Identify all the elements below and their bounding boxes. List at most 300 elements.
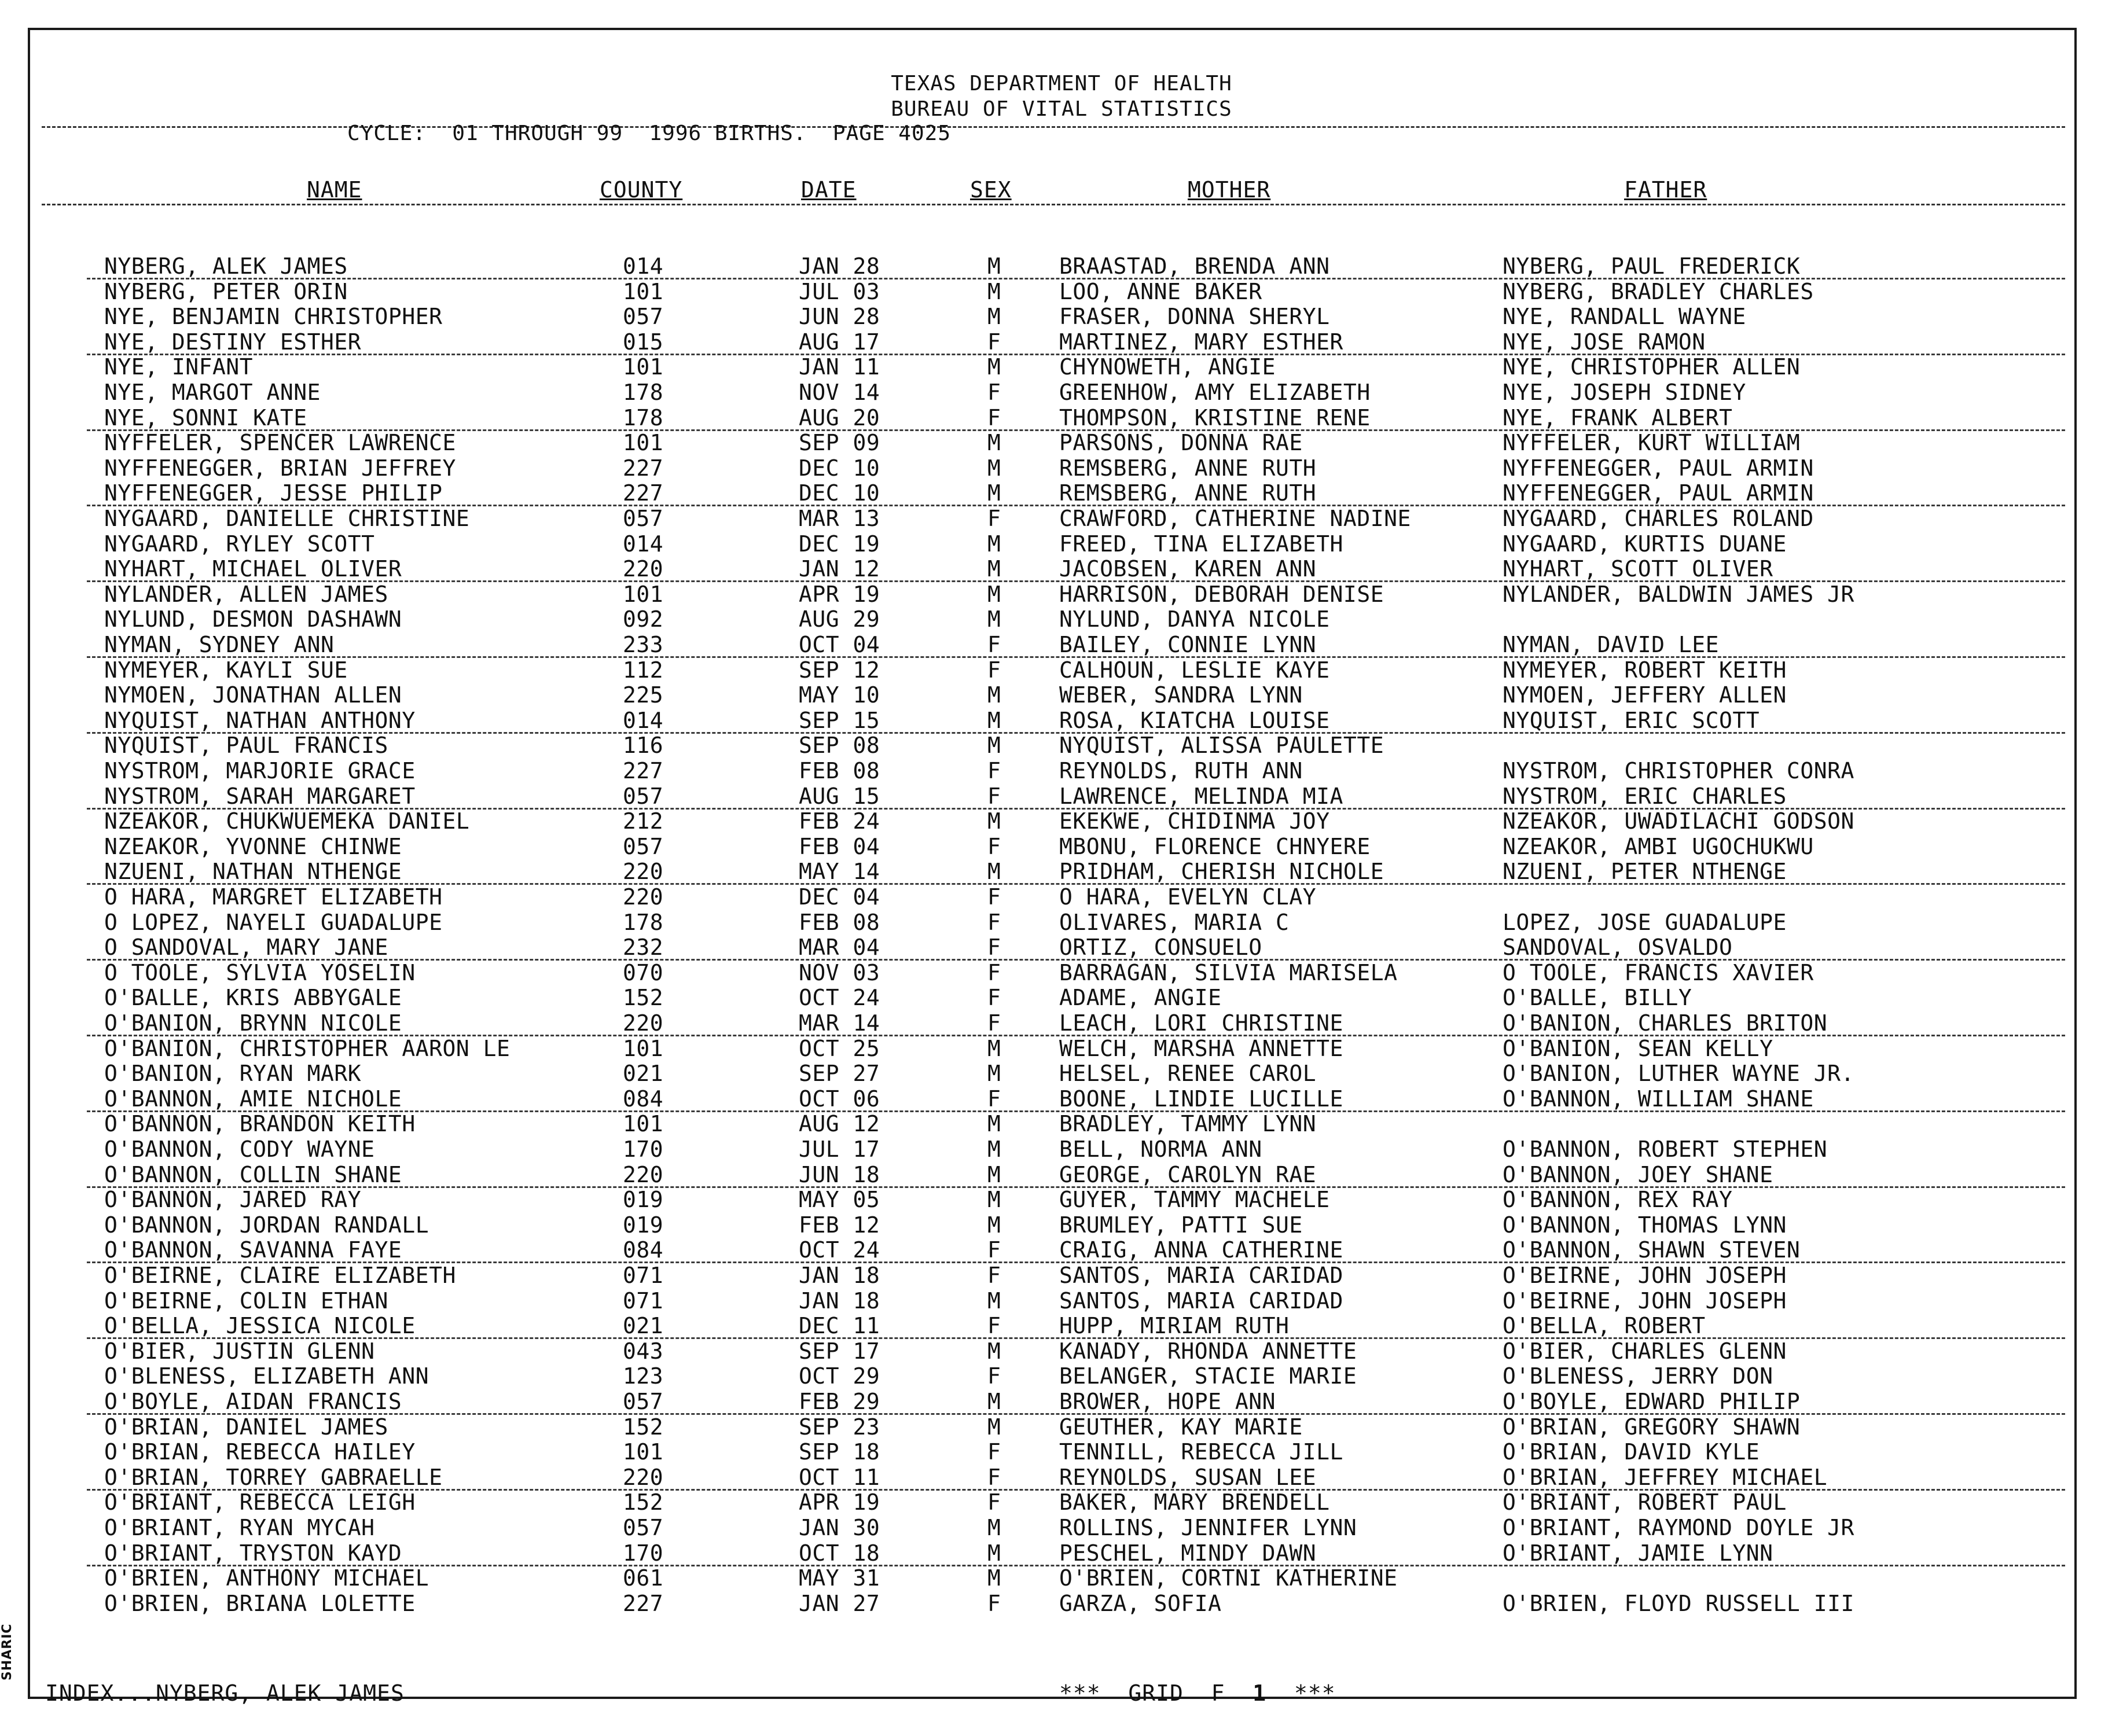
cell-sex: F: [987, 657, 1001, 683]
cell-date: NOV 14: [799, 380, 880, 405]
cell-name: O'BELLA, JESSICA NICOLE: [104, 1313, 416, 1338]
cell-name: NZEAKOR, YVONNE CHINWE: [104, 834, 402, 859]
cell-county: 178: [623, 380, 664, 405]
cell-date: DEC 10: [799, 455, 880, 481]
cell-sex: M: [987, 708, 1001, 733]
table-row: [0, 430, 2123, 455]
cell-sex: F: [987, 1363, 1001, 1389]
cell-name: O'BANNON, CODY WAYNE: [104, 1137, 375, 1162]
cell-sex: M: [987, 1389, 1001, 1414]
cell-sex: M: [987, 733, 1001, 758]
cell-sex: M: [987, 1540, 1001, 1566]
cell-mother: TENNILL, REBECCA JILL: [1059, 1439, 1343, 1465]
cell-mother: LEACH, LORI CHRISTINE: [1059, 1010, 1343, 1036]
column-header-sex: SEX: [970, 177, 1012, 203]
cell-date: FEB 12: [799, 1212, 880, 1238]
cell-sex: M: [987, 606, 1001, 632]
table-row: [0, 1540, 2123, 1566]
cell-father: O'BEIRNE, JOHN JOSEPH: [1503, 1288, 1787, 1314]
cell-date: MAY 10: [799, 682, 880, 708]
cell-name: O'BRIAN, DANIEL JAMES: [104, 1414, 388, 1440]
cell-mother: REMSBERG, ANNE RUTH: [1059, 455, 1317, 481]
cell-name: NYFFENEGGER, JESSE PHILIP: [104, 480, 443, 506]
cell-mother: FRASER, DONNA SHERYL: [1059, 304, 1330, 329]
cell-name: NYSTROM, MARJORIE GRACE: [104, 758, 416, 784]
cell-mother: SANTOS, MARIA CARIDAD: [1059, 1263, 1343, 1288]
cell-father: NYE, RANDALL WAYNE: [1503, 304, 1746, 329]
cell-father: NYMEYER, ROBERT KEITH: [1503, 657, 1787, 683]
cell-mother: KANADY, RHONDA ANNETTE: [1059, 1338, 1357, 1364]
cell-mother: LOO, ANNE BAKER: [1059, 279, 1262, 304]
cell-mother: CHYNOWETH, ANGIE: [1059, 354, 1276, 380]
cell-date: FEB 08: [799, 910, 880, 935]
cell-father: NYFFENEGGER, PAUL ARMIN: [1503, 455, 1814, 481]
cell-sex: M: [987, 582, 1001, 607]
cell-name: NYMEYER, KAYLI SUE: [104, 657, 348, 683]
table-row: [0, 304, 2123, 329]
cell-county: 227: [623, 480, 664, 506]
table-row: [0, 1565, 2123, 1591]
cell-date: DEC 10: [799, 480, 880, 506]
cell-county: 101: [623, 354, 664, 380]
cell-date: JAN 30: [799, 1515, 880, 1540]
cell-mother: PRIDHAM, CHERISH NICHOLE: [1059, 859, 1384, 884]
cell-sex: M: [987, 1036, 1001, 1061]
header-divider: [42, 126, 2065, 128]
cell-county: 014: [623, 253, 664, 279]
cell-date: JUN 18: [799, 1162, 880, 1187]
cell-county: 101: [623, 1111, 664, 1137]
cell-sex: M: [987, 1288, 1001, 1314]
cell-date: MAY 31: [799, 1565, 880, 1591]
cell-name: NYMOEN, JONATHAN ALLEN: [104, 682, 402, 708]
cell-name: NYFFENEGGER, BRIAN JEFFREY: [104, 455, 456, 481]
cell-name: NZUENI, NATHAN NTHENGE: [104, 859, 402, 884]
cell-father: O'BANION, LUTHER WAYNE JR.: [1503, 1061, 1854, 1086]
table-row: [0, 556, 2123, 582]
cell-sex: M: [987, 304, 1001, 329]
cell-date: AUG 17: [799, 329, 880, 355]
cell-county: 019: [623, 1212, 664, 1238]
cell-mother: NYLUND, DANYA NICOLE: [1059, 606, 1330, 632]
cell-mother: REYNOLDS, SUSAN LEE: [1059, 1465, 1317, 1490]
cell-sex: F: [987, 935, 1001, 960]
cell-date: FEB 24: [799, 808, 880, 834]
cell-father: O'BALLE, BILLY: [1503, 985, 1692, 1010]
cell-name: O'BALLE, KRIS ABBYGALE: [104, 985, 402, 1010]
cell-father: NYE, FRANK ALBERT: [1503, 405, 1733, 431]
table-row: [0, 960, 2123, 985]
cell-name: NYFFELER, SPENCER LAWRENCE: [104, 430, 456, 455]
cell-name: NYQUIST, NATHAN ANTHONY: [104, 708, 416, 733]
cell-sex: M: [987, 1338, 1001, 1364]
cell-mother: O'BRIEN, CORTNI KATHERINE: [1059, 1565, 1398, 1591]
cell-mother: NYQUIST, ALISSA PAULETTE: [1059, 733, 1384, 758]
table-row: [0, 1414, 2123, 1440]
cell-name: O'BRIANT, TRYSTON KAYD: [104, 1540, 402, 1566]
cell-sex: M: [987, 1414, 1001, 1440]
table-row: [0, 1338, 2123, 1364]
cell-date: JAN 18: [799, 1263, 880, 1288]
cell-father: O TOOLE, FRANCIS XAVIER: [1503, 960, 1814, 985]
cell-date: MAR 13: [799, 506, 880, 531]
table-row: [0, 606, 2123, 632]
cell-name: O'BRIAN, TORREY GABRAELLE: [104, 1465, 443, 1490]
cell-sex: M: [987, 859, 1001, 884]
cell-mother: BARRAGAN, SILVIA MARISELA: [1059, 960, 1398, 985]
department-title: TEXAS DEPARTMENT OF HEALTH: [891, 72, 1232, 95]
table-row: [0, 708, 2123, 733]
cycle-line: CYCLE: 01 THROUGH 99 1996 BIRTHS. PAGE 4025: [347, 122, 951, 145]
table-row: [0, 380, 2123, 405]
cell-mother: BOONE, LINDIE LUCILLE: [1059, 1086, 1343, 1112]
cell-date: APR 19: [799, 582, 880, 607]
cell-county: 116: [623, 733, 664, 758]
cell-date: AUG 20: [799, 405, 880, 431]
cell-name: O'BANNON, JARED RAY: [104, 1187, 362, 1212]
cell-county: 227: [623, 1591, 664, 1616]
cell-name: O'BANION, BRYNN NICOLE: [104, 1010, 402, 1036]
cell-name: NYHART, MICHAEL OLIVER: [104, 556, 402, 582]
cell-county: 070: [623, 960, 664, 985]
cell-name: NYQUIST, PAUL FRANCIS: [104, 733, 388, 758]
cell-name: O'BANNON, JORDAN RANDALL: [104, 1212, 429, 1238]
cell-county: 092: [623, 606, 664, 632]
table-row: [0, 808, 2123, 834]
table-row: [0, 985, 2123, 1010]
cell-mother: BELANGER, STACIE MARIE: [1059, 1363, 1357, 1389]
cell-date: NOV 03: [799, 960, 880, 985]
cell-date: OCT 06: [799, 1086, 880, 1112]
cell-mother: BELL, NORMA ANN: [1059, 1137, 1262, 1162]
cell-name: O'BANNON, AMIE NICHOLE: [104, 1086, 402, 1112]
cell-mother: GEORGE, CAROLYN RAE: [1059, 1162, 1317, 1187]
cell-sex: M: [987, 1137, 1001, 1162]
cell-name: NZEAKOR, CHUKWUEMEKA DANIEL: [104, 808, 470, 834]
cell-name: O'BRIEN, ANTHONY MICHAEL: [104, 1565, 429, 1591]
cell-date: FEB 04: [799, 834, 880, 859]
table-row: [0, 784, 2123, 809]
cell-date: DEC 19: [799, 531, 880, 557]
cell-county: 057: [623, 834, 664, 859]
cell-mother: BRAASTAD, BRENDA ANN: [1059, 253, 1330, 279]
cell-father: O'BANNON, ROBERT STEPHEN: [1503, 1137, 1828, 1162]
cell-father: NYE, JOSEPH SIDNEY: [1503, 380, 1746, 405]
cell-county: 220: [623, 556, 664, 582]
cell-county: 178: [623, 405, 664, 431]
cell-date: SEP 12: [799, 657, 880, 683]
cell-county: 071: [623, 1288, 664, 1314]
cell-county: 057: [623, 506, 664, 531]
cell-father: O'BELLA, ROBERT: [1503, 1313, 1706, 1338]
cell-county: 123: [623, 1363, 664, 1389]
grid-number: 1: [1253, 1680, 1267, 1706]
cell-sex: F: [987, 784, 1001, 809]
cell-county: 057: [623, 784, 664, 809]
cell-date: AUG 15: [799, 784, 880, 809]
cell-name: NYGAARD, RYLEY SCOTT: [104, 531, 375, 557]
cell-county: 043: [623, 1338, 664, 1364]
cell-sex: M: [987, 279, 1001, 304]
cell-county: 152: [623, 985, 664, 1010]
cell-name: O'BANION, RYAN MARK: [104, 1061, 362, 1086]
table-row: [0, 1489, 2123, 1515]
cell-mother: PARSONS, DONNA RAE: [1059, 430, 1303, 455]
index-footer: INDEX...NYBERG, ALEK JAMES: [45, 1680, 405, 1706]
cell-date: JAN 11: [799, 354, 880, 380]
cell-county: 101: [623, 430, 664, 455]
cell-father: NYFFELER, KURT WILLIAM: [1503, 430, 1801, 455]
cell-name: NYE, INFANT: [104, 354, 254, 380]
cell-sex: F: [987, 910, 1001, 935]
table-row: [0, 1263, 2123, 1288]
cell-county: 101: [623, 582, 664, 607]
cell-mother: HUPP, MIRIAM RUTH: [1059, 1313, 1290, 1338]
cell-father: O'BANNON, JOEY SHANE: [1503, 1162, 1773, 1187]
table-row: [0, 1439, 2123, 1465]
column-header-date: DATE: [801, 177, 857, 203]
cell-sex: F: [987, 884, 1001, 910]
cell-mother: PESCHEL, MINDY DAWN: [1059, 1540, 1317, 1566]
table-row: [0, 657, 2123, 683]
cell-mother: FREED, TINA ELIZABETH: [1059, 531, 1343, 557]
cell-father: O'BRIANT, RAYMOND DOYLE JR: [1503, 1515, 1854, 1540]
cell-county: 021: [623, 1313, 664, 1338]
cell-sex: M: [987, 1187, 1001, 1212]
cell-father: O'BRIANT, ROBERT PAUL: [1503, 1489, 1787, 1515]
side-label: SHARIC: [0, 1623, 14, 1680]
table-row: [0, 1187, 2123, 1212]
cell-date: SEP 15: [799, 708, 880, 733]
cell-county: 019: [623, 1187, 664, 1212]
cell-county: 220: [623, 859, 664, 884]
table-row: [0, 758, 2123, 784]
cell-county: 220: [623, 884, 664, 910]
cell-date: JAN 28: [799, 253, 880, 279]
cell-name: O'BANION, CHRISTOPHER AARON LE: [104, 1036, 510, 1061]
cell-date: JUL 03: [799, 279, 880, 304]
cell-date: SEP 17: [799, 1338, 880, 1364]
cell-father: O'BRIAN, DAVID KYLE: [1503, 1439, 1760, 1465]
table-row: [0, 455, 2123, 481]
table-row: [0, 1389, 2123, 1414]
cell-county: 084: [623, 1086, 664, 1112]
table-row: [0, 1465, 2123, 1490]
cell-mother: BAKER, MARY BRENDELL: [1059, 1489, 1330, 1515]
cell-date: FEB 29: [799, 1389, 880, 1414]
cell-mother: OLIVARES, MARIA C: [1059, 910, 1290, 935]
cell-sex: F: [987, 632, 1001, 657]
cell-sex: M: [987, 808, 1001, 834]
cell-date: OCT 18: [799, 1540, 880, 1566]
cell-mother: EKEKWE, CHIDINMA JOY: [1059, 808, 1330, 834]
cell-mother: CRAWFORD, CATHERINE NADINE: [1059, 506, 1411, 531]
cell-mother: MBONU, FLORENCE CHNYERE: [1059, 834, 1371, 859]
cell-sex: M: [987, 682, 1001, 708]
cell-county: 057: [623, 1515, 664, 1540]
cell-name: NYBERG, PETER ORIN: [104, 279, 348, 304]
cell-sex: M: [987, 354, 1001, 380]
cell-father: NYMOEN, JEFFERY ALLEN: [1503, 682, 1787, 708]
cell-father: O'BIER, CHARLES GLENN: [1503, 1338, 1787, 1364]
table-row: [0, 279, 2123, 304]
cell-sex: F: [987, 1591, 1001, 1616]
cell-county: 170: [623, 1137, 664, 1162]
cell-father: NYBERG, PAUL FREDERICK: [1503, 253, 1801, 279]
cell-date: SEP 08: [799, 733, 880, 758]
cell-father: NYSTROM, CHRISTOPHER CONRA: [1503, 758, 1854, 784]
cell-date: JUL 17: [799, 1137, 880, 1162]
cell-date: MAR 14: [799, 1010, 880, 1036]
cell-sex: M: [987, 455, 1001, 481]
cell-father: O'BEIRNE, JOHN JOSEPH: [1503, 1263, 1787, 1288]
table-row: [0, 1086, 2123, 1112]
cell-mother: REMSBERG, ANNE RUTH: [1059, 480, 1317, 506]
cell-name: O HARA, MARGRET ELIZABETH: [104, 884, 443, 910]
cell-father: O'BANION, CHARLES BRITON: [1503, 1010, 1828, 1036]
cell-name: NYE, SONNI KATE: [104, 405, 307, 431]
cell-father: O'BANNON, REX RAY: [1503, 1187, 1733, 1212]
cell-date: SEP 18: [799, 1439, 880, 1465]
table-row: [0, 1162, 2123, 1187]
cell-county: 101: [623, 279, 664, 304]
cell-sex: F: [987, 1465, 1001, 1490]
cell-name: O'BRIAN, REBECCA HAILEY: [104, 1439, 416, 1465]
cell-sex: F: [987, 1489, 1001, 1515]
table-row: [0, 910, 2123, 935]
table-row: [0, 1515, 2123, 1540]
cell-mother: JACOBSEN, KAREN ANN: [1059, 556, 1317, 582]
cell-county: 015: [623, 329, 664, 355]
cell-date: OCT 11: [799, 1465, 880, 1490]
table-row: [0, 480, 2123, 506]
table-row: [0, 834, 2123, 859]
cell-father: NZEAKOR, UWADILACHI GODSON: [1503, 808, 1854, 834]
cell-county: 014: [623, 708, 664, 733]
cell-mother: MARTINEZ, MARY ESTHER: [1059, 329, 1343, 355]
cell-father: NYE, CHRISTOPHER ALLEN: [1503, 354, 1801, 380]
table-row: [0, 1237, 2123, 1263]
cell-name: O'BANNON, COLLIN SHANE: [104, 1162, 402, 1187]
cell-sex: M: [987, 1212, 1001, 1238]
cell-name: O SANDOVAL, MARY JANE: [104, 935, 388, 960]
cell-sex: M: [987, 531, 1001, 557]
cell-mother: BROWER, HOPE ANN: [1059, 1389, 1276, 1414]
cell-name: O'BANNON, SAVANNA FAYE: [104, 1237, 402, 1263]
cell-sex: M: [987, 1565, 1001, 1591]
cell-county: 212: [623, 808, 664, 834]
table-row: [0, 1212, 2123, 1238]
cell-name: NYE, DESTINY ESTHER: [104, 329, 362, 355]
cell-sex: F: [987, 985, 1001, 1010]
table-row: [0, 1010, 2123, 1036]
cell-county: 014: [623, 531, 664, 557]
column-header-father: FATHER: [1624, 177, 1707, 203]
table-row: [0, 1137, 2123, 1162]
cell-sex: F: [987, 758, 1001, 784]
cell-county: 225: [623, 682, 664, 708]
cell-father: NYSTROM, ERIC CHARLES: [1503, 784, 1787, 809]
cell-name: O'BRIEN, BRIANA LOLETTE: [104, 1591, 416, 1616]
cell-date: AUG 12: [799, 1111, 880, 1137]
cell-father: NYFFENEGGER, PAUL ARMIN: [1503, 480, 1814, 506]
cell-mother: ADAME, ANGIE: [1059, 985, 1222, 1010]
cell-date: MAR 04: [799, 935, 880, 960]
cell-mother: SANTOS, MARIA CARIDAD: [1059, 1288, 1343, 1314]
cell-father: NYHART, SCOTT OLIVER: [1503, 556, 1773, 582]
table-row: [0, 1288, 2123, 1314]
cell-county: 233: [623, 632, 664, 657]
cell-name: NYLANDER, ALLEN JAMES: [104, 582, 388, 607]
cell-father: O'BANNON, SHAWN STEVEN: [1503, 1237, 1801, 1263]
cell-name: NYLUND, DESMON DASHAWN: [104, 606, 402, 632]
table-row: [0, 1363, 2123, 1389]
cell-mother: THOMPSON, KRISTINE RENE: [1059, 405, 1371, 431]
cell-sex: F: [987, 1439, 1001, 1465]
cell-sex: F: [987, 1010, 1001, 1036]
cell-mother: GUYER, TAMMY MACHELE: [1059, 1187, 1330, 1212]
table-row: [0, 506, 2123, 531]
cell-father: O'BOYLE, EDWARD PHILIP: [1503, 1389, 1801, 1414]
cell-name: NYBERG, ALEK JAMES: [104, 253, 348, 279]
cell-father: O'BANNON, WILLIAM SHANE: [1503, 1086, 1814, 1112]
cell-sex: M: [987, 556, 1001, 582]
cell-mother: WEBER, SANDRA LYNN: [1059, 682, 1303, 708]
cell-mother: ROLLINS, JENNIFER LYNN: [1059, 1515, 1357, 1540]
cell-name: O'BANNON, BRANDON KEITH: [104, 1111, 416, 1137]
grid-prefix: *** GRID F: [1059, 1680, 1253, 1706]
cell-date: OCT 24: [799, 1237, 880, 1263]
table-row: [0, 935, 2123, 960]
cell-date: APR 19: [799, 1489, 880, 1515]
cell-father: NYLANDER, BALDWIN JAMES JR: [1503, 582, 1854, 607]
cell-county: 170: [623, 1540, 664, 1566]
cell-county: 232: [623, 935, 664, 960]
cell-father: O'BANION, SEAN KELLY: [1503, 1036, 1773, 1061]
cell-father: O'BRIAN, GREGORY SHAWN: [1503, 1414, 1801, 1440]
cell-county: 071: [623, 1263, 664, 1288]
cell-county: 220: [623, 1465, 664, 1490]
cell-mother: GEUTHER, KAY MARIE: [1059, 1414, 1303, 1440]
cell-sex: M: [987, 1515, 1001, 1540]
cell-sex: M: [987, 430, 1001, 455]
cell-county: 057: [623, 1389, 664, 1414]
cell-mother: O HARA, EVELYN CLAY: [1059, 884, 1317, 910]
cell-county: 227: [623, 455, 664, 481]
table-row: [0, 733, 2123, 758]
cell-name: NYE, BENJAMIN CHRISTOPHER: [104, 304, 443, 329]
table-row: [0, 1036, 2123, 1061]
cell-mother: WELCH, MARSHA ANNETTE: [1059, 1036, 1343, 1061]
cell-name: O'BOYLE, AIDAN FRANCIS: [104, 1389, 402, 1414]
cell-father: NYE, JOSE RAMON: [1503, 329, 1706, 355]
cell-sex: F: [987, 1313, 1001, 1338]
cell-sex: M: [987, 253, 1001, 279]
cell-county: 220: [623, 1010, 664, 1036]
cell-name: NYGAARD, DANIELLE CHRISTINE: [104, 506, 470, 531]
cell-sex: M: [987, 480, 1001, 506]
cell-sex: F: [987, 1237, 1001, 1263]
grid-suffix: ***: [1266, 1680, 1336, 1706]
cell-mother: ORTIZ, CONSUELO: [1059, 935, 1262, 960]
column-header-divider: [42, 204, 2065, 205]
column-header-county: COUNTY: [600, 177, 683, 203]
cell-date: SEP 09: [799, 430, 880, 455]
cell-name: O TOOLE, SYLVIA YOSELIN: [104, 960, 416, 985]
table-row: [0, 632, 2123, 657]
cell-father: SANDOVAL, OSVALDO: [1503, 935, 1733, 960]
cell-date: JAN 27: [799, 1591, 880, 1616]
